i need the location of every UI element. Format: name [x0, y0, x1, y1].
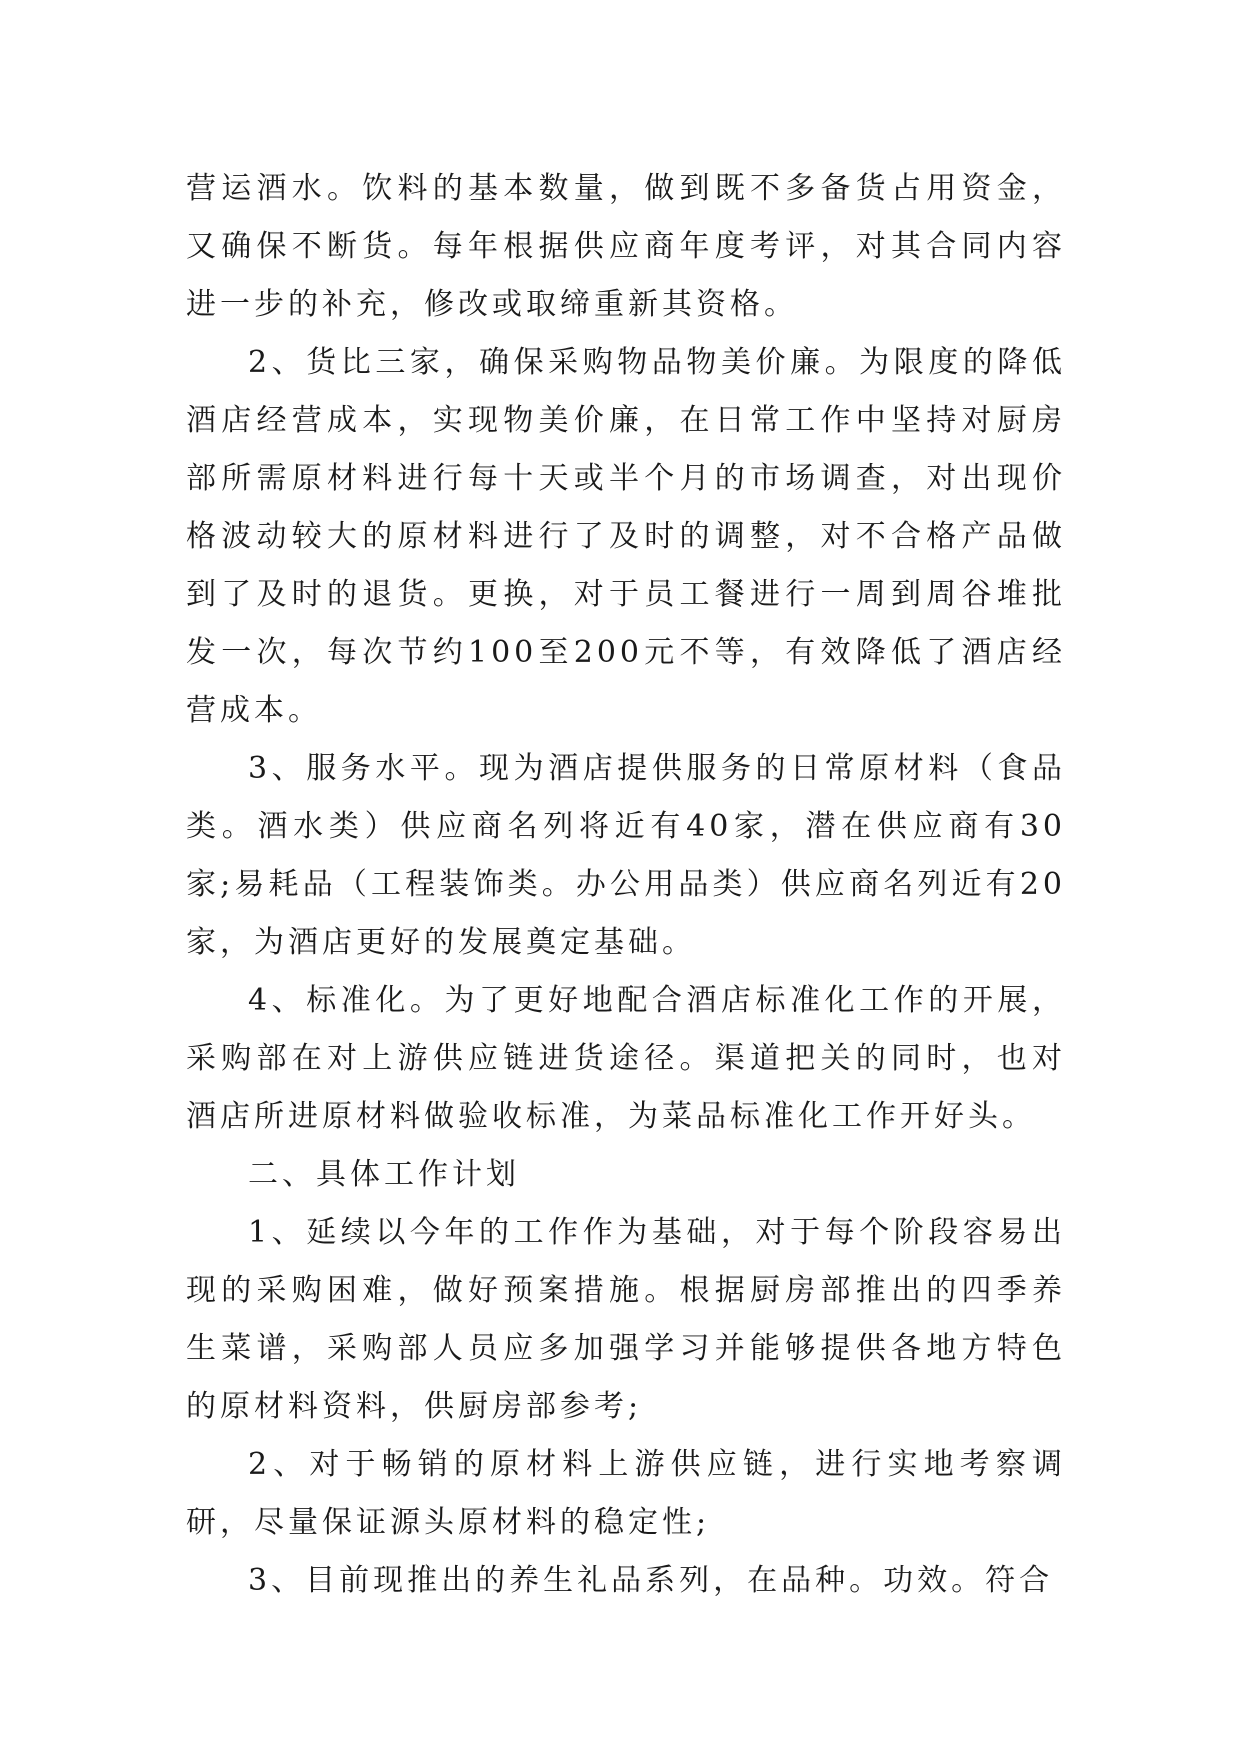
paragraph-3: 3、服务水平。现为酒店提供服务的日常原材料（食品类。酒水类）供应商名列将近有40家，潜在供应商有30家;易耗品（工程装饰类。办公用品类）供应商名列近有20家，为酒店更好的发展奠定基础。	[186, 751, 1066, 960]
paragraph-7: 3、目前现推出的养生礼品系列，在品种。功效。符合	[248, 1563, 1054, 1598]
paragraph-4: 4、标准化。为了更好地配合酒店标准化工作的开展，采购部在对上游供应链进货途径。渠道把关的同时，也对酒店所进原材料做验收标准，为菜品标准化工作开好头。	[186, 983, 1066, 1134]
paragraph-6: 2、对于畅销的原材料上游供应链，进行实地考察调研，尽量保证源头原材料的稳定性;	[186, 1447, 1066, 1540]
paragraph-5: 1、延续以今年的工作作为基础，对于每个阶段容易出现的采购困难，做好预案措施。根据厨房部推出的四季养生菜谱，采购部人员应多加强学习并能够提供各地方特色的原材料资料，供厨房部参考;	[186, 1215, 1066, 1424]
document-body	[186, 160, 1066, 1610]
paragraph-2: 2、货比三家，确保采购物品物美价廉。为限度的降低酒店经营成本，实现物美价廉，在日常工作中坚持对厨房部所需原材料进行每十天或半个月的市场调查，对出现价格波动较大的原材料进行了及时的调整，对不合格产品做到了及时的退货。更换，对于员工餐进行一周到周谷堆批发一次，每次节约100至200元不等，有效降低了酒店经营成本。	[186, 345, 1066, 728]
paragraph-1: 营运酒水。饮料的基本数量，做到既不多备货占用资金，又确保不断货。每年根据供应商年度考评，对其合同内容进一步的补充，修改或取缔重新其资格。	[186, 171, 1066, 322]
section-heading: 二、具体工作计划	[248, 1157, 520, 1192]
